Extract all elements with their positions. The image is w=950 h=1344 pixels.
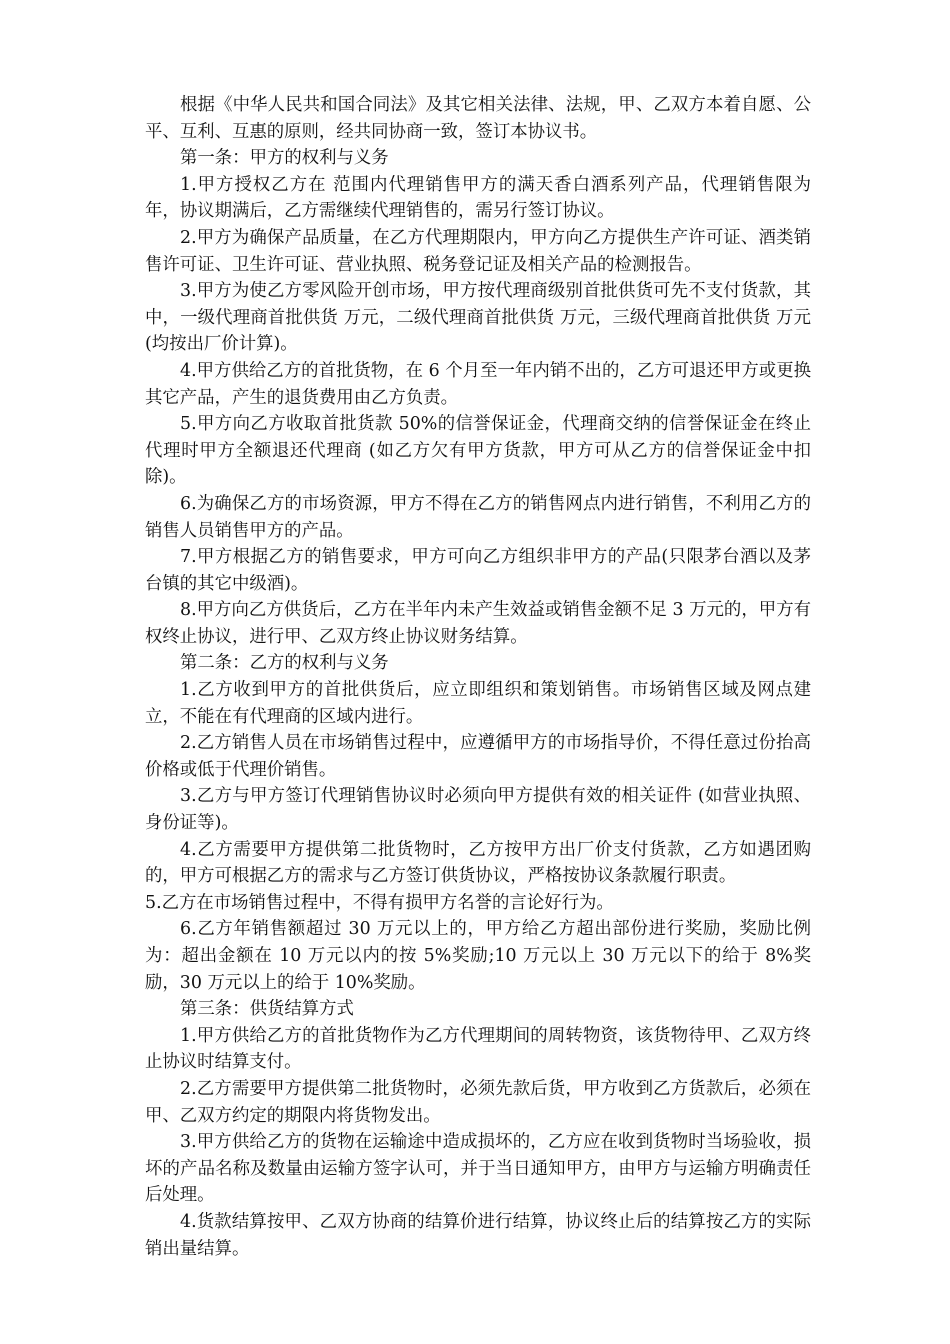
section-1-item: 4.甲方供给乙方的首批货物，在 6 个月至一年内销不出的，乙方可退还甲方或更换其它产品，产生的退货费用由乙方负责。: [145, 360, 811, 408]
section-1-heading: 第一条：甲方的权利与义务: [180, 148, 389, 169]
section-3-item: 4.货款结算按甲、乙双方协商的结算价进行结算，协议终止后的结算按乙方的实际销出量结算。: [145, 1211, 811, 1259]
section-3-item: 3.甲方供给乙方的货物在运输途中造成损坏的，乙方应在收到货物时当场验收，损坏的产品名称及数量由运输方签字认可，并于当日通知甲方，由甲方与运输方明确责任后处理。: [145, 1132, 811, 1206]
section-2-item: 3.乙方与甲方签订代理销售协议时必须向甲方提供有效的相关证件 (如营业执照、身份证等)。: [145, 786, 811, 834]
section-1-item: 2.甲方为确保产品质量，在乙方代理期限内，甲方向乙方提供生产许可证、酒类销售许可证、卫生许可证、营业执照、税务登记证及相关产品的检测报告。: [145, 227, 811, 275]
section-3-item: 1.甲方供给乙方的首批货物作为乙方代理期间的周转物资，该货物待甲、乙双方终止协议时结算支付。: [145, 1025, 811, 1073]
section-3-heading: 第三条：供货结算方式: [180, 999, 354, 1020]
section-1-item: 7.甲方根据乙方的销售要求，甲方可向乙方组织非甲方的产品(只限茅台酒以及茅台镇的其它中级酒)。: [145, 547, 811, 594]
section-1-item: 3.甲方为使乙方零风险开创市场，甲方按代理商级别首批供货可先不支付货款，其中，一级代理商首批供货 万元，二级代理商首批供货 万元，三级代理商首批供货 万元(均按出厂价计算)。: [145, 281, 811, 355]
section-2-item: 1.乙方收到甲方的首批供货后，应立即组织和策划销售。市场销售区域及网点建立，不能在有代理商的区域内进行。: [145, 680, 811, 727]
document-body: [145, 92, 811, 1262]
section-2-item: 4.乙方需要甲方提供第二批货物时，乙方按甲方出厂价支付货款，乙方如遇团购的，甲方可根据乙方的需求与乙方签订供货协议，严格按协议条款履行职责。: [145, 839, 811, 887]
section-2-item: 6.乙方年销售额超过 30 万元以上的，甲方给乙方超出部份进行奖励，奖励比例为：超出金额在 10 万元以内的按 5%奖励;10 万元以上 30 万元以下的给于 8%奖励，30 万元以上的给于 10%奖励。: [145, 919, 811, 993]
section-1-item: 8.甲方向乙方供货后，乙方在半年内未产生效益或销售金额不足 3 万元的，甲方有权终止协议，进行甲、乙双方终止协议财务结算。: [145, 600, 811, 647]
intro-paragraph: 根据《中华人民共和国合同法》及其它相关法律、法规，甲、乙双方本着自愿、公平、互利、互惠的原则，经共同协商一致，签订本协议书。: [145, 95, 811, 142]
section-2-heading: 第二条：乙方的权利与义务: [180, 653, 389, 674]
section-3-item: 2.乙方需要甲方提供第二批货物时，必须先款后货，甲方收到乙方货款后，必须在甲、乙双方约定的期限内将货物发出。: [145, 1078, 811, 1126]
section-1-item: 5.甲方向乙方收取首批货款 50%的信誉保证金，代理商交纳的信誉保证金在终止代理时甲方全额退还代理商 (如乙方欠有甲方货款，甲方可从乙方的信誉保证金中扣除)。: [145, 414, 811, 488]
section-2-item: 2.乙方销售人员在市场销售过程中，应遵循甲方的市场指导价，不得任意过份抬高价格或低于代理价销售。: [145, 733, 811, 780]
section-1-item: 6.为确保乙方的市场资源，甲方不得在乙方的销售网点内进行销售，不利用乙方的销售人员销售甲方的产品。: [145, 493, 811, 541]
section-1-item: 1.甲方授权乙方在 范围内代理销售甲方的满天香白酒系列产品，代理销售限为 年，协议期满后，乙方需继续代理销售的，需另行签订协议。: [145, 174, 811, 222]
section-2-item: 5.乙方在市场销售过程中，不得有损甲方名誉的言论好行为。: [145, 892, 614, 913]
